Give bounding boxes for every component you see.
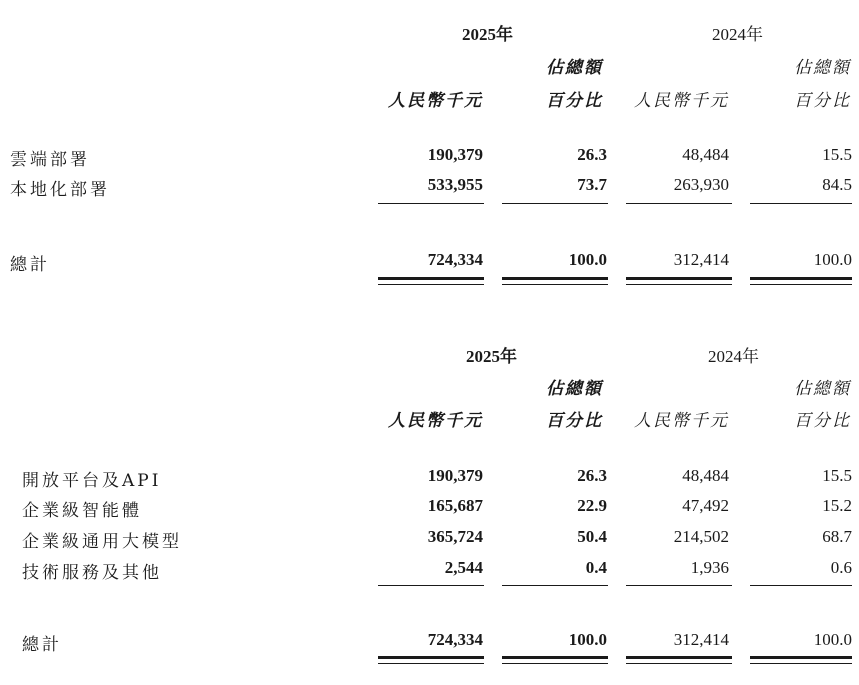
total-pct-2025: 100.0	[568, 630, 607, 649]
total-double-rule	[626, 656, 732, 664]
pct-header-2024-top: 佔總額	[794, 379, 851, 399]
value-2024: 1,936	[690, 558, 729, 577]
total-double-rule	[502, 277, 608, 285]
pct-header-2024-bottom: 百分比	[794, 411, 851, 431]
value-2025: 190,379	[427, 466, 483, 485]
total-double-rule	[626, 277, 732, 285]
total-label: 總計	[22, 635, 62, 655]
subtotal-rule	[502, 203, 608, 204]
subtotal-rule	[378, 203, 484, 204]
year-2024-header: 2024年	[708, 347, 759, 366]
total-pct-2024: 100.0	[813, 250, 852, 269]
year-2024-header: 2024年	[712, 25, 763, 44]
total-double-rule	[750, 656, 852, 664]
pct-2024: 15.5	[822, 466, 852, 485]
pct-2024: 68.7	[822, 527, 852, 546]
value-2024: 48,484	[682, 466, 729, 485]
currency-header-2024: 人民幣千元	[634, 91, 729, 111]
total-pct-2024: 100.0	[813, 630, 852, 649]
revenue-by-product-table	[0, 330, 859, 685]
total-double-rule	[502, 656, 608, 664]
subtotal-rule	[378, 585, 484, 586]
pct-2025: 22.9	[577, 496, 607, 515]
pct-2025: 73.7	[577, 175, 607, 194]
year-2025-header: 2025年	[466, 347, 517, 366]
total-label: 總計	[10, 255, 50, 275]
row-label: 企業級通用大模型	[22, 532, 182, 552]
value-2024: 48,484	[682, 145, 729, 164]
value-2025: 533,955	[427, 175, 483, 194]
row-label: 技術服務及其他	[22, 563, 162, 583]
subtotal-rule	[750, 585, 852, 586]
pct-header-2025-top: 佔總額	[546, 58, 603, 78]
pct-2024: 15.2	[822, 496, 852, 515]
year-2025-header: 2025年	[462, 25, 513, 44]
value-2025: 165,687	[427, 496, 483, 515]
total-pct-2025: 100.0	[568, 250, 607, 269]
pct-2025: 26.3	[577, 466, 607, 485]
pct-header-2025-bottom: 百分比	[546, 91, 603, 111]
value-2025: 365,724	[427, 527, 483, 546]
revenue-by-deployment-table	[0, 0, 859, 300]
total-2024: 312,414	[673, 250, 729, 269]
value-2024: 214,502	[673, 527, 729, 546]
pct-2025: 50.4	[577, 527, 607, 546]
pct-2024: 84.5	[822, 175, 852, 194]
total-double-rule	[378, 277, 484, 285]
value-2024: 47,492	[682, 496, 729, 515]
row-label: 開放平台及API	[22, 471, 162, 491]
row-label: 企業級智能體	[22, 501, 142, 521]
pct-header-2024-bottom: 百分比	[794, 91, 851, 111]
subtotal-rule	[626, 585, 732, 586]
pct-header-2025-bottom: 百分比	[546, 411, 603, 431]
row-label: 雲端部署	[10, 150, 90, 170]
currency-header-2025: 人民幣千元	[388, 411, 483, 431]
total-2024: 312,414	[673, 630, 729, 649]
value-2024: 263,930	[673, 175, 729, 194]
pct-header-2024-top: 佔總額	[794, 58, 851, 78]
currency-header-2025: 人民幣千元	[388, 91, 483, 111]
value-2025: 2,544	[444, 558, 483, 577]
total-double-rule	[750, 277, 852, 285]
pct-2025: 26.3	[577, 145, 607, 164]
total-double-rule	[378, 656, 484, 664]
pct-header-2025-top: 佔總額	[546, 379, 603, 399]
total-2025: 724,334	[427, 250, 483, 269]
subtotal-rule	[750, 203, 852, 204]
subtotal-rule	[626, 203, 732, 204]
pct-2024: 0.6	[830, 558, 852, 577]
row-label: 本地化部署	[10, 180, 110, 200]
currency-header-2024: 人民幣千元	[634, 411, 729, 431]
subtotal-rule	[502, 585, 608, 586]
value-2025: 190,379	[427, 145, 483, 164]
total-2025: 724,334	[427, 630, 483, 649]
pct-2025: 0.4	[585, 558, 607, 577]
pct-2024: 15.5	[822, 145, 852, 164]
